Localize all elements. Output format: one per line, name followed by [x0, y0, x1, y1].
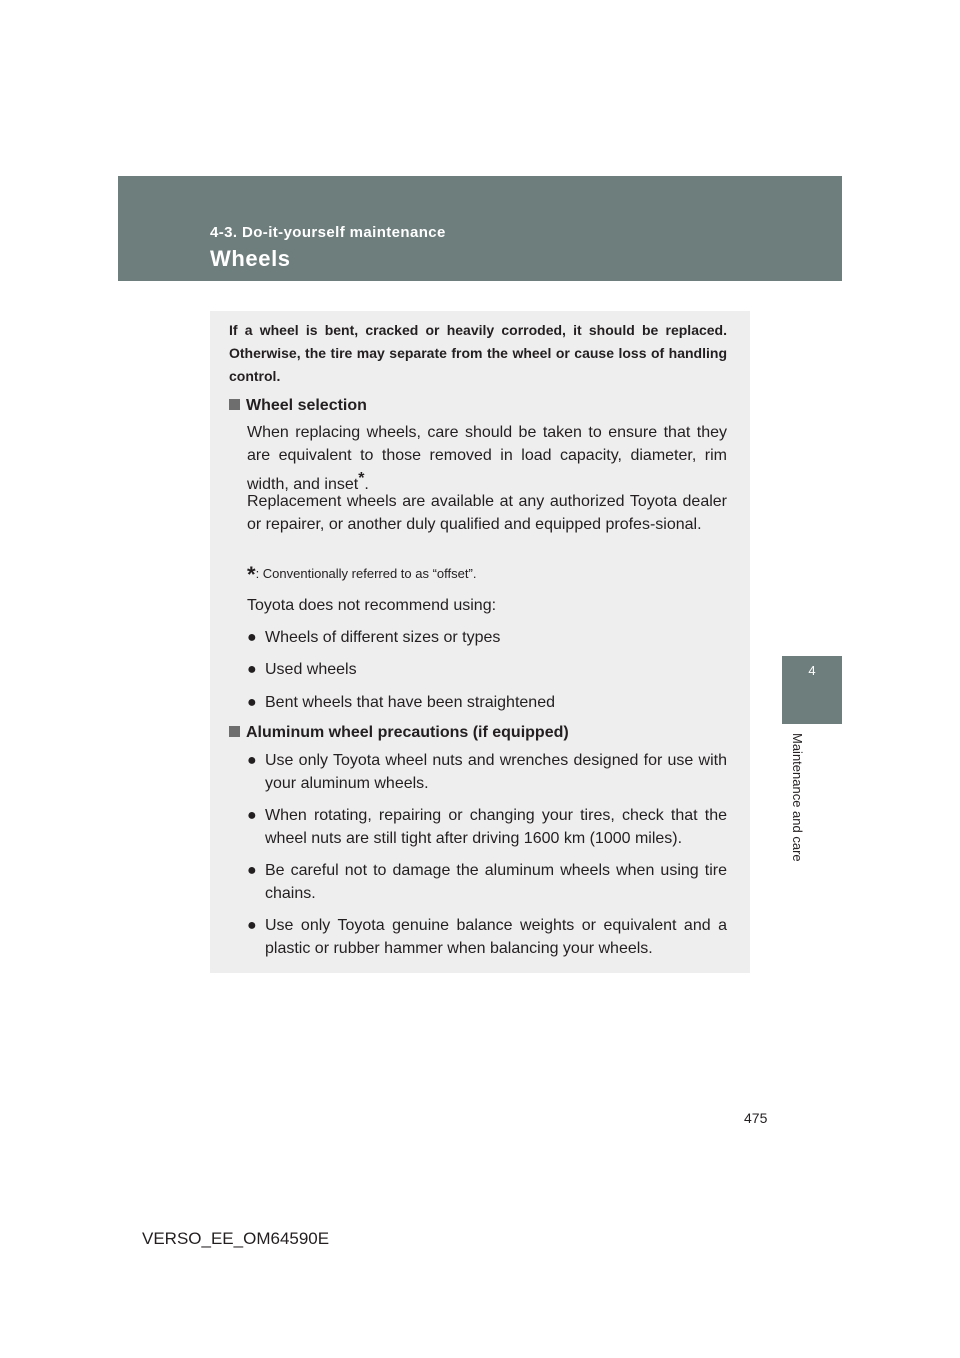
wheel-selection-para1 [247, 421, 727, 496]
list-item-text: Use only Toyota wheel nuts and wrenches designed for use with your aluminum wheels. [265, 752, 727, 792]
wheel-selection-heading-text: Wheel selection [246, 397, 367, 414]
intro-text: If a wheel is bent, cracked or heavily corroded, it should be replaced. Otherwise, the tire may separate from the wheel or cause loss of handling control. [229, 322, 727, 384]
page-number: 475 [744, 1110, 768, 1126]
chapter-number: 4 [808, 663, 816, 678]
aluminum-heading-text: Aluminum wheel precautions (if equipped) [246, 724, 569, 741]
aluminum-heading [229, 724, 569, 742]
page-title: Wheels [210, 246, 291, 271]
content-box [210, 311, 750, 973]
wheel-selection-heading [229, 397, 367, 415]
para1-text: When replacing wheels, care should be taken to ensure that they are equivalent to those removed in load capacity, diameter, rim width, and inset [247, 424, 727, 493]
bullet-icon: ● [247, 752, 257, 769]
bullet-icon: ● [247, 694, 257, 711]
wheel-selection-para2: Replacement wheels are available at any authorized Toyota dealer or repairer, or another duly qualified and equipped profes-sional. [247, 493, 727, 533]
section-label: 4-3. Do-it-yourself maintenance [210, 224, 446, 241]
list-item-text: Bent wheels that have been straightened [265, 694, 555, 711]
bullet-icon: ● [247, 661, 257, 678]
footnote-marker: * [358, 470, 365, 487]
footnote-text: : Conventionally referred to as “offset”. [255, 566, 477, 581]
list-item-text: Used wheels [265, 661, 357, 678]
list-item [247, 658, 727, 681]
document-code: VERSO_EE_OM64590E [142, 1229, 330, 1248]
bullet-icon: ● [247, 862, 257, 879]
not-recommend-text: Toyota does not recommend using: [247, 597, 497, 614]
footnote [247, 562, 476, 588]
list-item-text: Be careful not to damage the aluminum wheels when using tire chains. [265, 862, 727, 902]
list-item-text: When rotating, repairing or changing your tires, check that the wheel nuts are still tight after driving 1600 km (1000 miles). [265, 807, 727, 847]
list-item [247, 914, 727, 960]
bullet-icon: ● [247, 807, 257, 824]
bullet-icon: ● [247, 917, 257, 934]
list-item [247, 626, 727, 649]
list-item [247, 804, 727, 850]
chapter-label: Maintenance and care [790, 733, 805, 862]
list-item [247, 749, 727, 795]
square-bullet-icon [229, 726, 240, 737]
list-item [247, 859, 727, 905]
section-header [118, 176, 842, 281]
bullet-icon: ● [247, 629, 257, 646]
list-item-text: Use only Toyota genuine balance weights or equivalent and a plastic or rubber hammer when balancing your wheels. [265, 917, 727, 957]
para1-end: . [364, 476, 369, 493]
list-item [247, 691, 727, 714]
chapter-tab[interactable] [782, 656, 842, 724]
square-bullet-icon [229, 399, 240, 410]
list-item-text: Wheels of different sizes or types [265, 629, 501, 646]
footnote-star: * [247, 562, 256, 587]
